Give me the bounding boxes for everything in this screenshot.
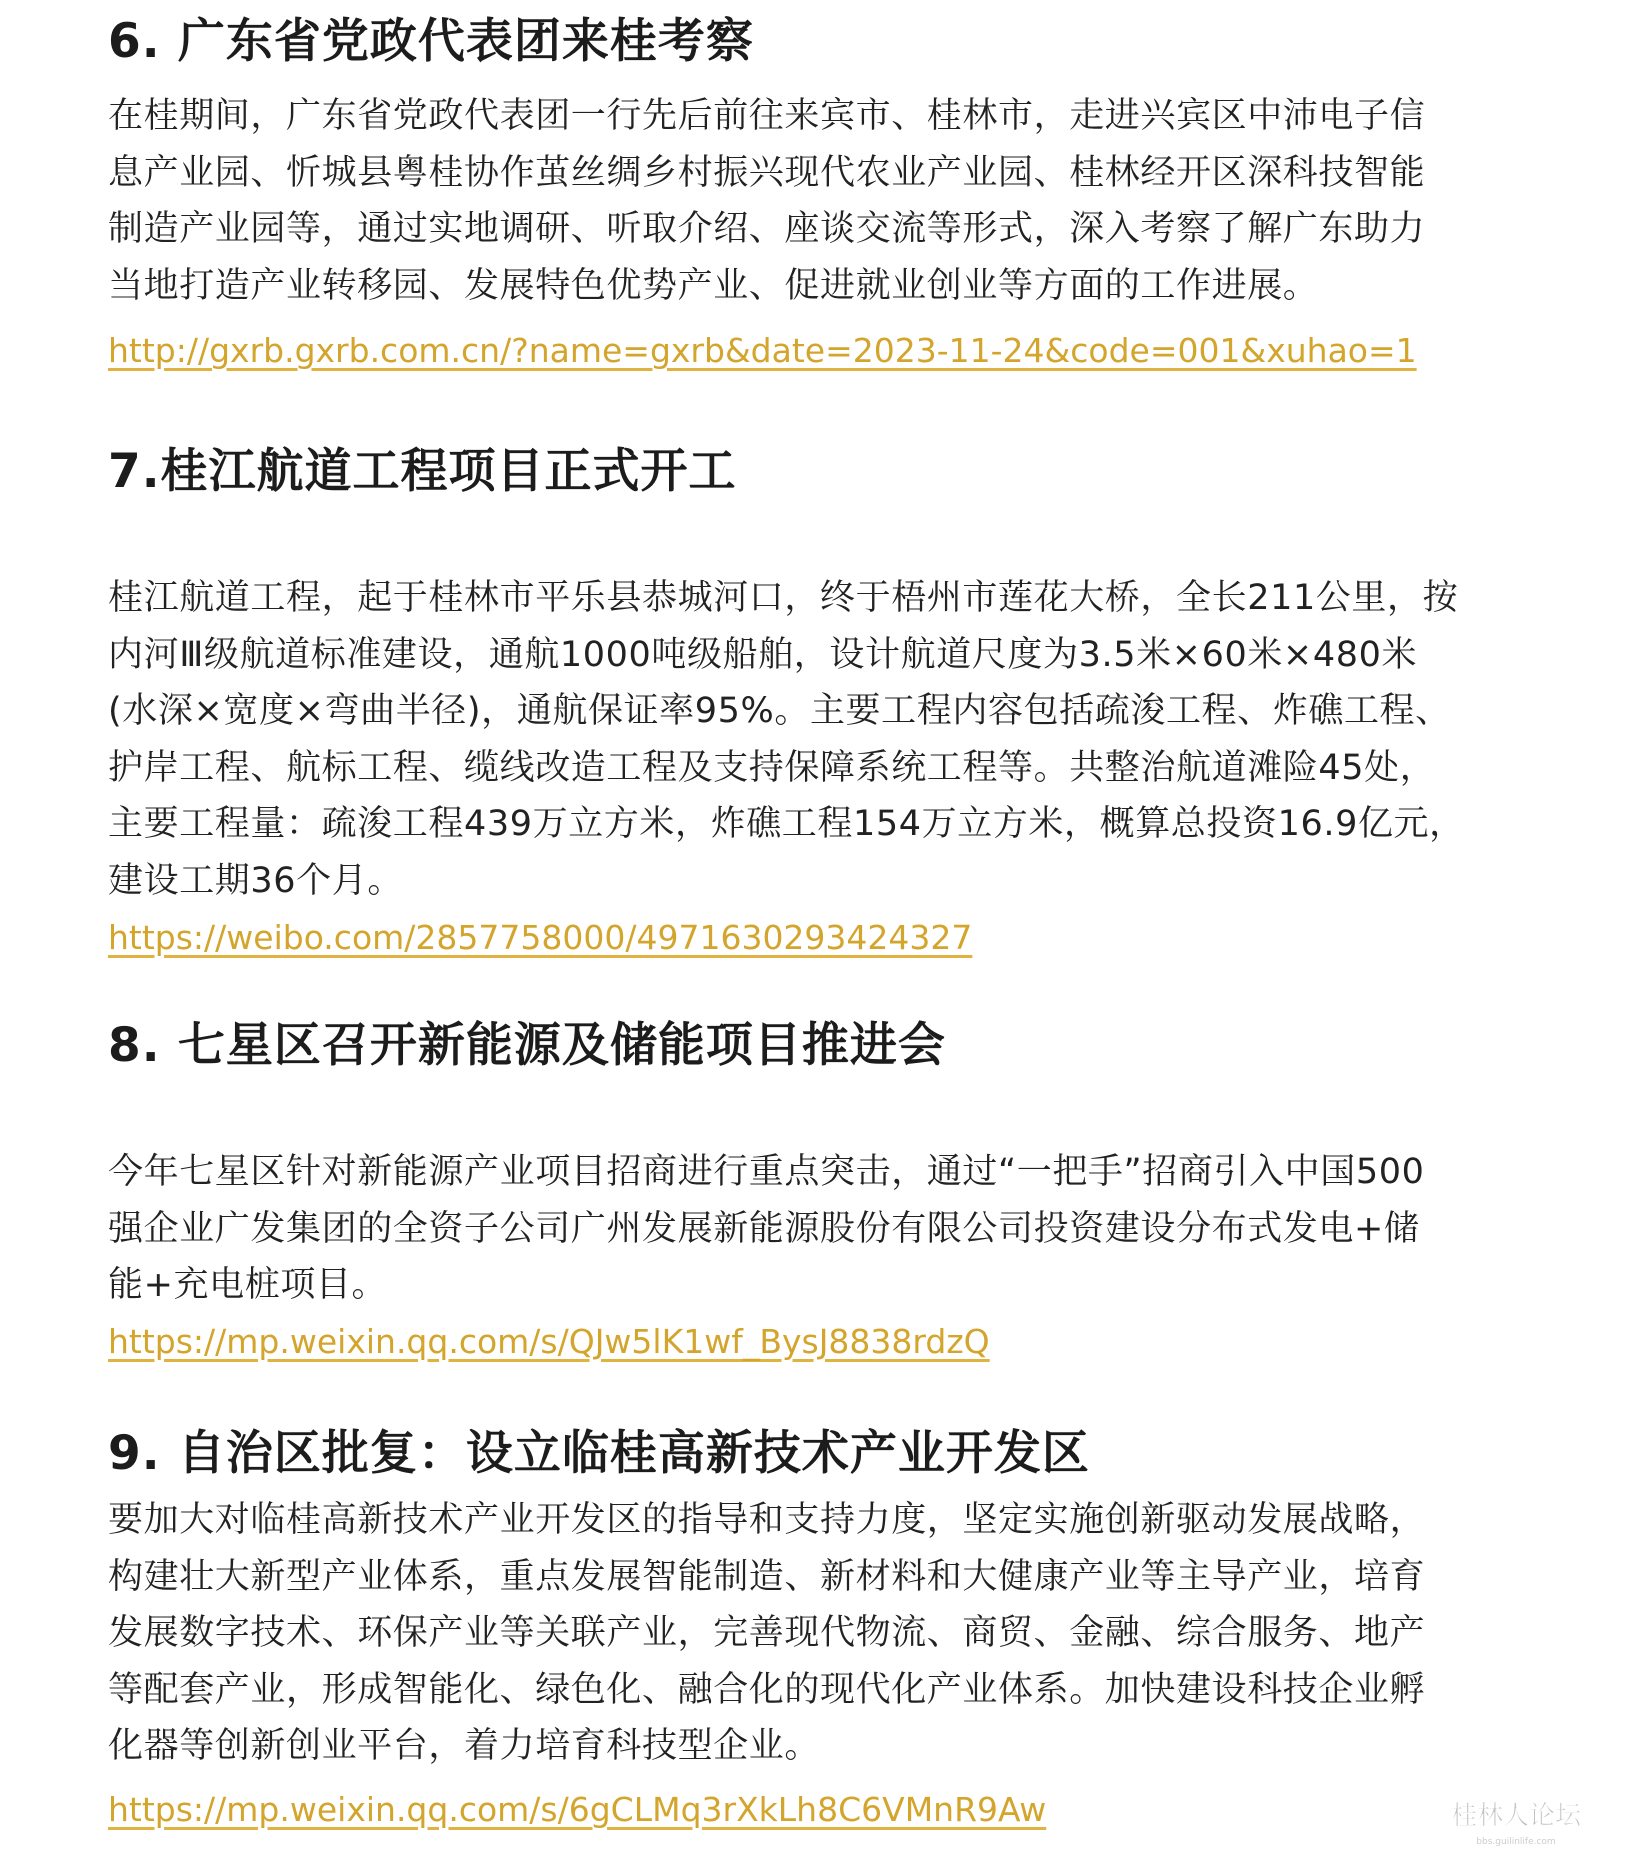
news-paragraph	[108, 1144, 1424, 1314]
paragraph-line: 强企业广发集团的全资子公司广州发展新能源股份有限公司投资建设分布式发电+储	[108, 1208, 1420, 1249]
paragraph-line: 能+充电桩项目。	[108, 1265, 388, 1305]
source-link[interactable]: https://weibo.com/2857758000/4971630293424327	[108, 918, 973, 957]
svg-text:bbs.guilinlife.com: bbs.guilinlife.com	[1476, 1837, 1556, 1847]
news-heading: 9. 自治区批复：设立临桂高新技术产业开发区	[108, 1426, 1090, 1481]
watermark-logo-icon	[1436, 1788, 1596, 1852]
svg-text:桂林人论坛: 桂林人论坛	[1450, 1801, 1582, 1831]
news-paragraph	[108, 1492, 1425, 1775]
paragraph-line: 内河Ⅲ级航道标准建设，通航1000吨级船舶，设计航道尺度为3.5米×60米×480米	[108, 634, 1418, 675]
paragraph-line: 桂江航道工程，起于桂林市平乐县恭城河口，终于梧州市莲花大桥，全长211公里，按	[108, 578, 1459, 618]
paragraph-line: 建设工期36个月。	[108, 860, 403, 901]
paragraph-line: 发展数字技术、环保产业等关联产业，完善现代物流、商贸、金融、综合服务、地产	[108, 1613, 1426, 1653]
news-item-7	[108, 442, 1548, 957]
paragraph-line: 护岸工程、航标工程、缆线改造工程及支持保障系统工程等。共整治航道滩险45处，	[108, 747, 1436, 788]
watermark-logo	[1436, 1788, 1596, 1852]
news-paragraph	[108, 570, 1465, 909]
paragraph-line: 息产业园、忻城县粤桂协作茧丝绸乡村振兴现代农业产业园、桂林经开区深科技智能	[108, 152, 1426, 193]
paragraph-line: 今年七星区针对新能源产业项目招商进行重点突击，通过“一把手”招商引入中国500	[108, 1152, 1425, 1192]
paragraph-line: 当地打造产业转移园、发展特色优势产业、促进就业创业等方面的工作进展。	[108, 265, 1319, 306]
news-heading: 6. 广东省党政代表团来桂考察	[108, 14, 754, 69]
source-link[interactable]: https://mp.weixin.qq.com/s/6gCLMq3rXkLh8C6VMnR9Aw	[108, 1790, 1047, 1829]
source-link[interactable]: https://mp.weixin.qq.com/s/QJw5lK1wf_BysJ8838rdzQ	[108, 1322, 990, 1361]
paragraph-line: (水深×宽度×弯曲半径)，通航保证率95%。主要工程内容包括疏浚工程、炸礁工程、	[108, 691, 1451, 731]
paragraph-line: 在桂期间，广东省党政代表团一行先后前往来宾市、桂林市，走进兴宾区中沛电子信	[108, 96, 1426, 136]
paragraph-line: 化器等创新创业平台，着力培育科技型企业。	[108, 1726, 821, 1766]
paragraph-line: 等配套产业，形成智能化、绿色化、融合化的现代化产业体系。加快建设科技企业孵	[108, 1669, 1426, 1710]
source-link[interactable]: http://gxrb.gxrb.com.cn/?name=gxrb&date=2023-11-24&code=001&xuhao=1	[108, 331, 1417, 370]
paragraph-line: 主要工程量：疏浚工程439万立方米，炸礁工程154万立方米，概算总投资16.9亿元，	[108, 804, 1465, 844]
news-paragraph	[108, 88, 1425, 314]
paragraph-line: 构建壮大新型产业体系，重点发展智能制造、新材料和大健康产业等主导产业，培育	[108, 1556, 1426, 1597]
news-heading: 8. 七星区召开新能源及储能项目推进会	[108, 1018, 946, 1073]
news-heading: 7.桂江航道工程项目正式开工	[108, 444, 737, 499]
news-item-8	[108, 1016, 1548, 1361]
paragraph-line: 制造产业园等，通过实地调研、听取介绍、座谈交流等形式，深入考察了解广东助力	[108, 209, 1426, 249]
paragraph-line: 要加大对临桂高新技术产业开发区的指导和支持力度，坚定实施创新驱动发展战略，	[108, 1500, 1426, 1540]
news-item-6	[108, 12, 1548, 370]
